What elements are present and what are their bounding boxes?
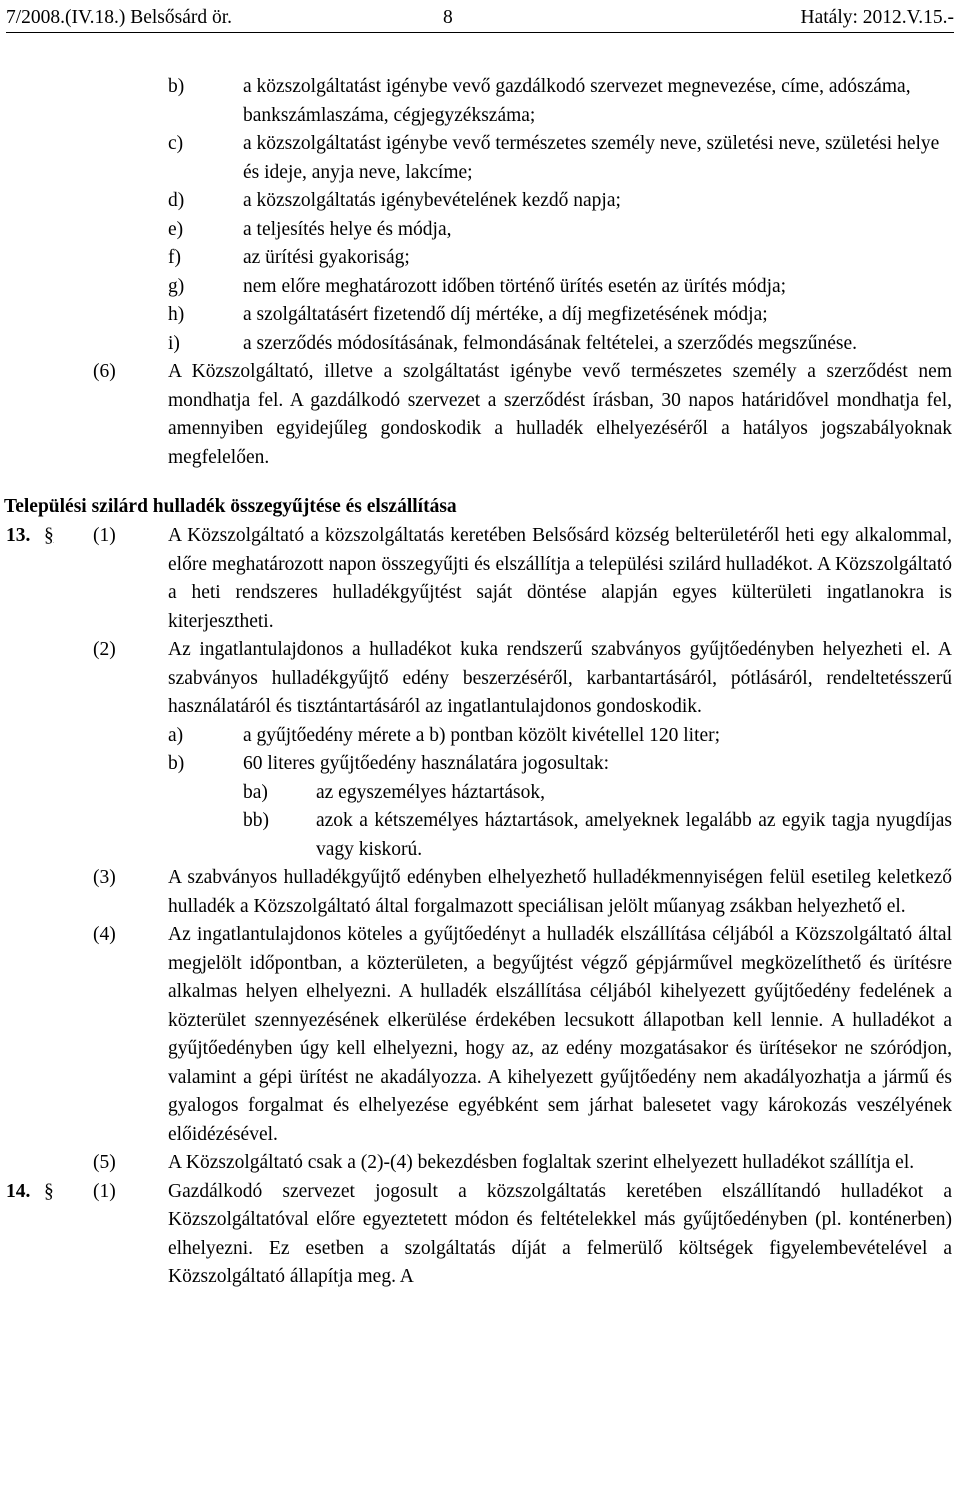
section-heading: Települési szilárd hulladék összegyűjtése és elszállítása [4, 496, 457, 517]
list-item-text: a közszolgáltatás igénybevételének kezdő napja; [243, 190, 621, 211]
paragraph-text: Az ingatlantulajdonos köteles a gyűjtőedényt a hulladék elszállítása céljából a Közszolgáltató által megjelölt időpontban, a közterületen, a begyűjtést végző gépjárművel megközelíthető és ürítésre alkalmas helyen elhelyezni. A hulladék elszállítása céljából kihelyezett gyűjtőedény fedelének a közterület szennyezésének elkerülése érdekében lecsukott állapotban kell lennie. A hulladékot a gyűjtőedényben úgy kell elhelyezni, hogy az, az edény mozgatásakor és ürítésekor ne szóródjon, valamint a gépi ürítést ne akadályozza. A kihelyezett gyűjtőedény nem akadályozhatja a jármű és gyalogos forgalmat és elhelyezése egyébként sem járhat balesetet vagy károkozás veszélyének előidézésével. [168, 924, 952, 1145]
list-item-text: nem előre meghatározott időben történő ürítés esetén az ürítés módja; [243, 275, 787, 297]
section-number: 13. [6, 525, 31, 546]
section-13-paragraph-4 [0, 921, 960, 1149]
subpoint-text: azok a kétszemélyes háztartások, amelyeknek legalább az egyik tagja nyugdíjas vagy kiskorú. [316, 810, 952, 860]
page-header [6, 4, 954, 33]
list-item-e [0, 216, 960, 245]
paragraph-text: Gazdálkodó szervezet jogosult a közszolgáltatás keretében elszállítandó hulladékot a Közszolgáltatóval előre egyeztetett módon és feltételekkel más gyűjtőedényben (pl. konténerben) elhelyezni. Ez esetben a szolgáltatás díját a felmerülő költségek figyelembevételével a Közszolgáltató állapítja meg. A [168, 1180, 952, 1287]
paragraph-label: (1) [93, 525, 116, 546]
point-text: 60 literes gyűjtőedény használatára jogosultak: [243, 753, 610, 774]
paragraph-text: A Közszolgáltató csak a (2)-(4) bekezdésben foglaltak szerint elhelyezett hulladékot szállítja el. [168, 1152, 915, 1173]
paragraph-text: A Közszolgáltató a közszolgáltatás keretében Belsősárd község belterületéről heti egy alkalommal, előre meghatározott napon összegyűjti és elszállítja a települési szilárd hulladékot. A Közszolgáltató a heti rendszeres hulladékgyűjtést saját döntése alapján egyes külterületi ingatlanokra is kiterjesztheti. [168, 525, 952, 632]
section-mark: § [44, 1180, 54, 1202]
section-13-subpoint-bb [0, 807, 960, 864]
list-item-label: h) [168, 304, 185, 325]
list-item-label: f) [168, 247, 181, 268]
header-regulation-id: 7/2008.(IV.18.) Belsősárd ör. [6, 7, 233, 28]
header-page-number: 8 [443, 7, 453, 28]
section-mark: § [44, 525, 54, 546]
list-item-label: e) [168, 218, 184, 240]
paragraph-text: Az ingatlantulajdonos a hulladékot kuka rendszerű szabványos gyűjtőedényben helyezheti el. A szabványos hulladékgyűjtő edény beszerzéséről, karbantartásáról, pótlásáról, rendeltetésszerű használatáról és tisztántartásáról az ingatlantulajdonos gondoskodik. [168, 639, 952, 717]
paragraph-label: (3) [93, 867, 116, 888]
list-item-label: c) [168, 133, 184, 154]
list-item-label: g) [168, 275, 185, 297]
section-14-paragraph-1 [0, 1178, 960, 1292]
paragraph-label: (2) [93, 639, 116, 660]
list-item-f [0, 244, 960, 273]
list-item-text: a közszolgáltatást igénybe vevő gazdálkodó szervezet megnevezése, címe, adószáma, bankszámlaszáma, cégjegyzékszáma; [243, 76, 911, 126]
header-effective-date: Hatály: 2012.V.15.- [800, 7, 954, 28]
list-item-text: a teljesítés helye és módja, [243, 218, 452, 240]
document-body [0, 73, 960, 1292]
subpoint-label: ba) [243, 781, 268, 803]
paragraph-label: (1) [93, 1180, 116, 1202]
section-13-point-b [0, 750, 960, 779]
paragraph-label: (5) [93, 1152, 116, 1173]
paragraph-text: A szabványos hulladékgyűjtő edényben elhelyezhető hulladékmennyiségen felül esetileg keletkező hulladék a Közszolgáltató által forgalmazott speciálisan jelölt műanyag zsákban helyezhető el. [168, 867, 952, 917]
section-number: 14. [6, 1180, 31, 1202]
list-item-h [0, 301, 960, 330]
list-item-text: a szolgáltatásért fizetendő díj mértéke, a díj megfizetésének módja; [243, 304, 768, 325]
list-item-i [0, 330, 960, 359]
section-13-paragraph-3 [0, 864, 960, 921]
paragraph-label: (4) [93, 924, 116, 945]
paragraph-6 [0, 358, 960, 472]
paragraph-text: A Közszolgáltató, illetve a szolgáltatást igénybe vevő természetes személy a szerződést nem mondhatja fel. A gazdálkodó szervezet a szerződést írásban, 30 napos határidővel mondhatja fel, amennyiben egyidejűleg gondoskodik a hulladék elhelyezéséről a hatályos jogszabályoknak megfelelően. [168, 361, 952, 468]
list-item-g [0, 273, 960, 302]
list-item-d [0, 187, 960, 216]
list-item-label: i) [168, 332, 180, 354]
section-13-subpoint-ba [0, 779, 960, 808]
point-label: b) [168, 753, 185, 774]
subpoint-label: bb) [243, 810, 269, 831]
list-item-b [0, 73, 960, 130]
list-item-label: d) [168, 190, 185, 211]
section-13-point-a [0, 722, 960, 751]
list-item-c [0, 130, 960, 187]
list-item-text: a közszolgáltatást igénybe vevő természetes személy neve, születési neve, születési helye és ideje, anyja neve, lakcíme; [243, 133, 940, 183]
list-item-text: a szerződés módosításának, felmondásának feltételei, a szerződés megszűnése. [243, 332, 857, 354]
section-13-paragraph-1 [0, 522, 960, 636]
paragraph-label: (6) [93, 361, 116, 382]
list-item-text: az ürítési gyakoriság; [243, 247, 410, 268]
section-13-paragraph-5 [0, 1149, 960, 1178]
subpoint-text: az egyszemélyes háztartások, [316, 781, 546, 803]
point-text: a gyűjtőedény mérete a b) pontban közölt kivétellel 120 liter; [243, 724, 721, 746]
section-13-paragraph-2 [0, 636, 960, 722]
list-item-label: b) [168, 76, 185, 97]
point-label: a) [168, 724, 184, 746]
